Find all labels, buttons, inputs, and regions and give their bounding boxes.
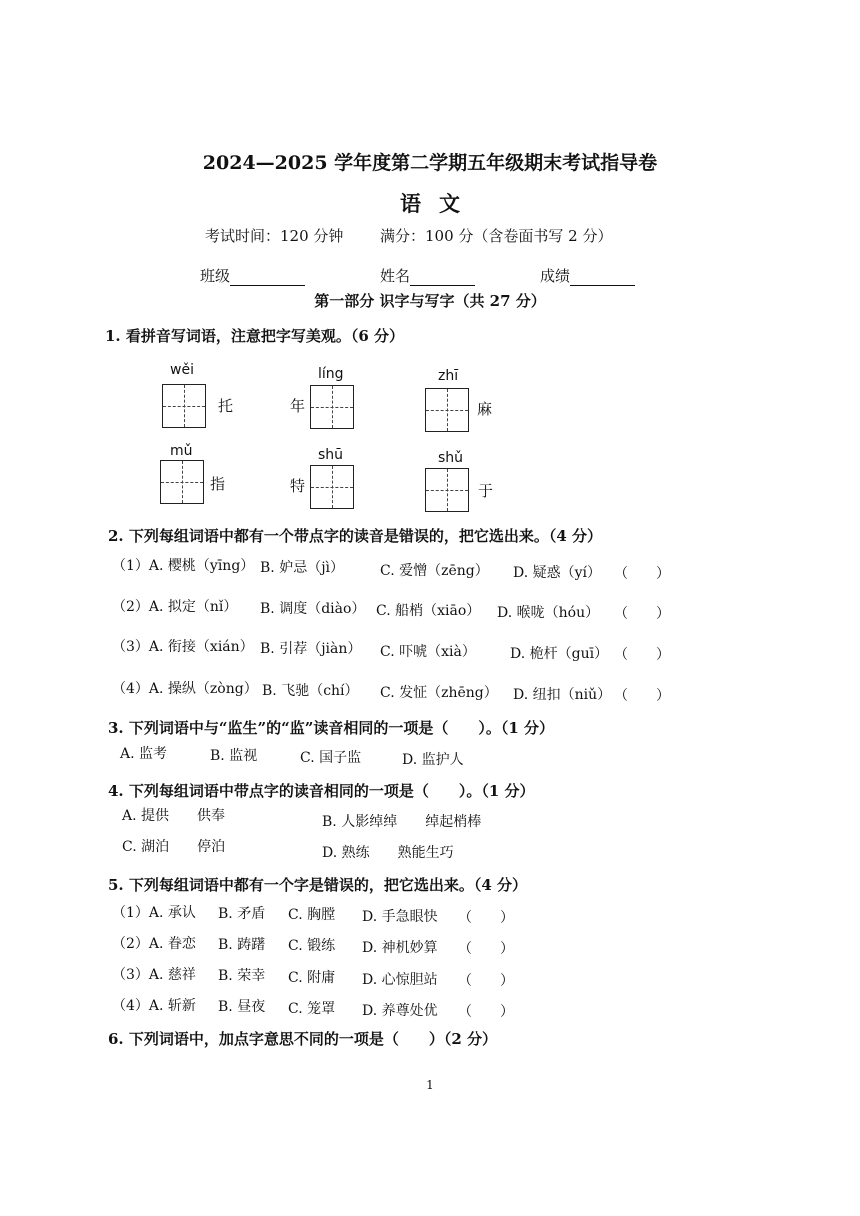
- q5-row-2-c: C. 锻练: [288, 938, 336, 954]
- q1-pinyin-3: zhī: [438, 368, 459, 384]
- q4-option-d: D. 熟练 熟能生巧: [322, 845, 454, 861]
- q1-writing-grid-6[interactable]: [425, 468, 469, 512]
- grade-label: 成绩: [540, 267, 571, 285]
- q3-option-c: C. 国子监: [300, 750, 362, 766]
- q1-writing-grid-5[interactable]: [310, 465, 354, 509]
- q4-option-c: C. 湖泊 停泊: [122, 839, 226, 855]
- full-score: 满分：100 分（含卷面书写 2 分）: [380, 227, 613, 245]
- q5-row-4-a: （4）A. 斩新: [112, 998, 196, 1014]
- q2-row-2-b: B. 调度（diào）: [260, 601, 366, 617]
- q5-row-2-answer[interactable]: （ ）: [458, 941, 514, 957]
- q5-row-4-answer[interactable]: （ ）: [458, 1004, 514, 1020]
- q1-writing-grid-3[interactable]: [425, 388, 469, 432]
- q3-option-d: D. 监护人: [402, 752, 464, 768]
- q5-stem: 5. 下列每组词语中都有一个字是错误的，把它选出来。（4 分）: [108, 876, 528, 894]
- q5-row-3-answer[interactable]: （ ）: [458, 973, 514, 989]
- q5-row-3-d: D. 心惊胆站: [362, 972, 438, 988]
- q2-row-3-d: D. 桅杆（guī）: [510, 646, 609, 662]
- part1-title: 第一部分 识字与写字（共 27 分）: [314, 292, 546, 310]
- exam-title: 2024—2025 学年度第二学期五年级期末考试指导卷: [202, 152, 658, 174]
- q4-option-b: B. 人影绰绰 绰起梢棒: [322, 814, 482, 830]
- q1-pinyin-4: mǔ: [170, 443, 193, 459]
- name-blank[interactable]: [410, 270, 475, 286]
- q2-row-2-c: C. 船梢（xiāo）: [376, 603, 481, 619]
- class-label: 班级: [200, 267, 231, 285]
- q1-char-after-4: 指: [210, 475, 226, 493]
- exam-time: 考试时间：120 分钟: [205, 227, 344, 245]
- q3-option-a: A. 监考: [120, 746, 168, 762]
- q2-row-4-b: B. 飞驰（chí）: [262, 683, 359, 699]
- q5-row-1-answer[interactable]: （ ）: [458, 910, 514, 926]
- q2-stem: 2. 下列每组词语中都有一个带点字的读音是错误的，把它选出来。（4 分）: [108, 527, 603, 545]
- q4-option-a: A. 提供 供奉: [122, 808, 226, 824]
- q2-row-2-a: （2）A. 拟定（nǐ）: [112, 599, 238, 615]
- q1-char-after-6: 于: [478, 482, 494, 500]
- q5-row-4-c: C. 笼罩: [288, 1001, 336, 1017]
- q2-row-4-d: D. 纽扣（niǔ）: [513, 687, 612, 703]
- q6-stem: 6. 下列词语中，加点字意思不同的一项是（ ）（2 分）: [108, 1030, 498, 1048]
- grade-blank[interactable]: [570, 270, 635, 286]
- q1-pinyin-5: shū: [318, 447, 344, 463]
- q2-row-1-c: C. 爱憎（zēng）: [380, 563, 489, 579]
- q5-row-1-a: （1）A. 承认: [112, 905, 196, 921]
- q3-option-b: B. 监视: [210, 748, 258, 764]
- q2-row-1-answer[interactable]: （ ）: [614, 566, 670, 582]
- subject-title: 语文: [400, 191, 478, 216]
- q2-row-3-c: C. 吓唬（xià）: [380, 644, 476, 660]
- q2-row-1-a: （1）A. 樱桃（yīng）: [112, 558, 255, 574]
- q2-row-3-b: B. 引荐（jiàn）: [260, 641, 362, 657]
- q5-row-2-d: D. 神机妙算: [362, 940, 438, 956]
- q5-row-3-b: B. 荣幸: [218, 968, 266, 984]
- q1-char-before-5: 特: [290, 477, 306, 495]
- page-number: 1: [426, 1078, 434, 1092]
- q2-row-4-c: C. 发怔（zhēng）: [380, 685, 498, 701]
- q2-row-2-answer[interactable]: （ ）: [614, 606, 670, 622]
- class-field[interactable]: [200, 265, 305, 286]
- q2-row-4-answer[interactable]: （ ）: [614, 688, 670, 704]
- q5-row-3-c: C. 附庸: [288, 970, 336, 986]
- q1-char-before-2: 年: [290, 397, 306, 415]
- q2-row-1-d: D. 疑惑（yí）: [513, 565, 602, 581]
- q5-row-1-c: C. 胸膛: [288, 907, 336, 923]
- q1-pinyin-6: shǔ: [438, 450, 464, 466]
- q2-row-2-d: D. 喉咙（hóu）: [497, 605, 600, 621]
- q2-row-4-a: （4）A. 操纵（zòng）: [112, 681, 258, 697]
- q5-row-4-b: B. 昼夜: [218, 999, 266, 1015]
- q5-row-4-d: D. 养尊处优: [362, 1003, 438, 1019]
- q1-char-after-1: 托: [218, 397, 234, 415]
- q2-row-3-answer[interactable]: （ ）: [614, 647, 670, 663]
- q2-row-3-a: （3）A. 衔接（xián）: [112, 639, 254, 655]
- q4-stem: 4. 下列每组词语中带点字的读音相同的一项是（ ）。（1 分）: [108, 782, 535, 800]
- q1-writing-grid-2[interactable]: [310, 385, 354, 429]
- q3-stem: 3. 下列词语中与“监生”的“监”读音相同的一项是（ ）。（1 分）: [108, 719, 555, 737]
- q5-row-2-b: B. 踌躇: [218, 937, 266, 953]
- q5-row-3-a: （3）A. 慈祥: [112, 967, 196, 983]
- grade-field[interactable]: [540, 265, 635, 286]
- q1-stem: 1. 看拼音写词语，注意把字写美观。（6 分）: [105, 327, 405, 345]
- q1-pinyin-2: líng: [318, 366, 344, 382]
- q5-row-1-d: D. 手急眼快: [362, 909, 438, 925]
- q2-row-1-b: B. 妒忌（jì）: [260, 560, 345, 576]
- q1-char-after-3: 麻: [477, 400, 493, 418]
- q1-writing-grid-4[interactable]: [160, 460, 204, 504]
- class-blank[interactable]: [230, 270, 305, 286]
- q1-pinyin-1: wěi: [170, 362, 194, 378]
- name-field[interactable]: [380, 265, 475, 286]
- q1-writing-grid-1[interactable]: [162, 384, 206, 428]
- q5-row-1-b: B. 矛盾: [218, 906, 266, 922]
- q5-row-2-a: （2）A. 眷恋: [112, 936, 196, 952]
- name-label: 姓名: [380, 267, 411, 285]
